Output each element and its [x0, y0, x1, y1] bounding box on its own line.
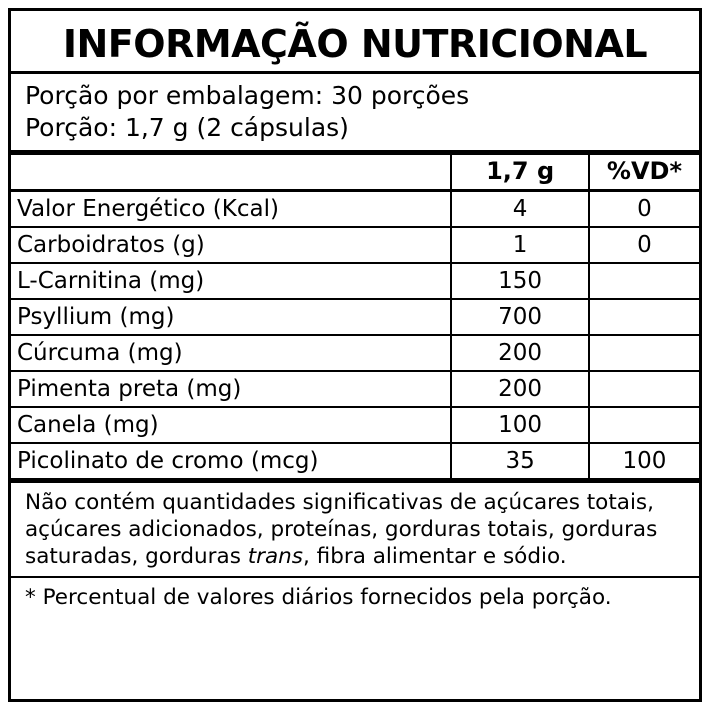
nutrient-name: Pimenta preta (mg) — [11, 371, 451, 407]
table-header-row — [11, 152, 699, 190]
table-row — [11, 190, 699, 227]
column-header-daily-value: %VD* — [589, 152, 699, 190]
table-header — [11, 152, 699, 190]
footnote-text-part2: , fibra alimentar e sódio. — [303, 544, 567, 570]
nutrient-amount: 1 — [451, 227, 589, 263]
nutrient-daily-value — [589, 407, 699, 443]
nutrient-amount: 100 — [451, 407, 589, 443]
nutrient-daily-value — [589, 335, 699, 371]
nutrient-daily-value: 0 — [589, 227, 699, 263]
table-row — [11, 443, 699, 481]
nutrient-amount: 150 — [451, 263, 589, 299]
title-section — [11, 11, 699, 71]
bottom-spacer — [11, 616, 699, 699]
footnote-not-significant — [11, 483, 699, 570]
table-row — [11, 407, 699, 443]
nutrient-amount: 200 — [451, 335, 589, 371]
nutrient-name: Canela (mg) — [11, 407, 451, 443]
nutrient-name: Cúrcuma (mg) — [11, 335, 451, 371]
nutrient-daily-value: 100 — [589, 443, 699, 481]
nutrient-daily-value — [589, 263, 699, 299]
nutrient-name: Picolinato de cromo (mcg) — [11, 443, 451, 481]
nutrient-name: Carboidratos (g) — [11, 227, 451, 263]
nutrient-name: Valor Energético (Kcal) — [11, 190, 451, 227]
nutrition-label — [8, 8, 702, 702]
footnote-text-italic: trans — [247, 544, 304, 570]
nutrient-name: L-Carnitina (mg) — [11, 263, 451, 299]
table-row — [11, 299, 699, 335]
nutrient-daily-value: 0 — [589, 190, 699, 227]
nutrient-amount: 200 — [451, 371, 589, 407]
table-row — [11, 263, 699, 299]
servings-per-package: Porção por embalagem: 30 porções — [25, 80, 470, 110]
footnote-text-part1: Não contém quantidades significativas de açúcares totais, açúcares adicionados, proteínas, gorduras totais, gorduras saturadas, gorduras — [25, 489, 658, 570]
table-row — [11, 371, 699, 407]
nutrition-table — [11, 150, 699, 483]
nutrient-name: Psyllium (mg) — [11, 299, 451, 335]
nutrient-amount: 4 — [451, 190, 589, 227]
serving-size: Porção: 1,7 g (2 cápsulas) — [25, 112, 349, 142]
nutrient-amount: 35 — [451, 443, 589, 481]
table-row — [11, 227, 699, 263]
column-header-amount: 1,7 g — [451, 152, 589, 190]
nutrient-daily-value — [589, 299, 699, 335]
serving-info-section — [11, 71, 699, 150]
nutrient-amount: 700 — [451, 299, 589, 335]
table-body — [11, 190, 699, 480]
footnote-daily-value: * Percentual de valores diários fornecidos pela porção. — [11, 576, 699, 616]
column-header-nutrient — [11, 152, 451, 190]
table-row — [11, 335, 699, 371]
page-title: INFORMAÇÃO NUTRICIONAL — [62, 22, 648, 66]
nutrient-daily-value — [589, 371, 699, 407]
